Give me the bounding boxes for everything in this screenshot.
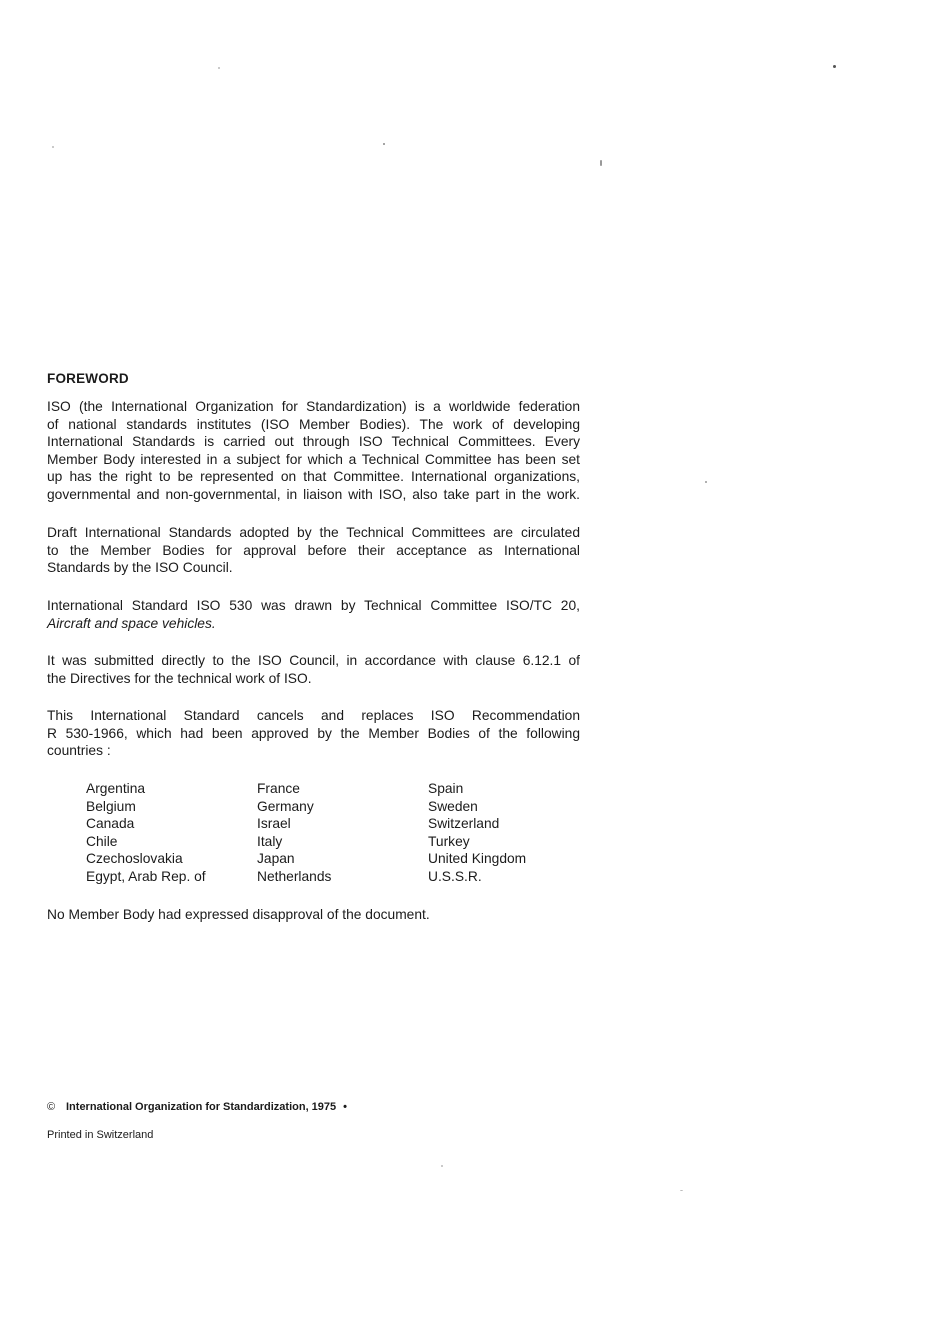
- paragraph-line: Draft International Standards adopted by the Technical Committees are circulated: [47, 525, 580, 540]
- scan-speck: [600, 160, 602, 166]
- paragraph-line: up has the right to be represented on that Committee. International organizations,: [47, 469, 580, 484]
- printed-in-note: Printed in Switzerland: [47, 1129, 154, 1141]
- paragraph-line: Member Body interested in a subject for which a Technical Committee has been set: [47, 451, 580, 467]
- country-name: Netherlands: [257, 868, 332, 884]
- country-name: Israel: [257, 816, 291, 831]
- countries-column-2: [257, 780, 331, 885]
- countries-column-3: [428, 780, 526, 885]
- country-name: Italy: [257, 833, 283, 849]
- closing-note: [47, 906, 580, 924]
- country-name: Canada: [86, 816, 135, 831]
- country-name: Switzerland: [428, 816, 500, 831]
- paragraph-line: of national standards institutes (ISO Member Bodies). The work of developing: [47, 416, 580, 432]
- committee-title: Aircraft and space vehicles.: [47, 615, 216, 631]
- countries-column-1: [86, 780, 206, 885]
- paragraph-line: This International Standard cancels and replaces ISO Recommendation: [47, 708, 580, 723]
- country-name: Czechoslovakia: [86, 851, 183, 866]
- country-name: Sweden: [428, 798, 478, 814]
- scan-speck: [441, 1165, 443, 1167]
- country-name: Spain: [428, 781, 464, 796]
- scan-speck: [833, 65, 836, 68]
- country-name: United Kingdom: [428, 851, 527, 866]
- paragraph-line: R 530-1966, which had been approved by the Member Bodies of the following: [47, 725, 580, 741]
- paragraph-line: ISO (the International Organization for Standardization) is a worldwide federation: [47, 399, 580, 414]
- country-name: Egypt, Arab Rep. of: [86, 868, 206, 884]
- scan-speck: [383, 143, 385, 145]
- country-name: Turkey: [428, 833, 470, 849]
- country-name: Argentina: [86, 781, 146, 796]
- scan-speck: [52, 146, 54, 148]
- paragraph-line: No Member Body had expressed disapproval of the document.: [47, 907, 430, 922]
- paragraph-line: countries :: [47, 743, 111, 758]
- paragraph-line: the Directives for the technical work of ISO.: [47, 670, 312, 686]
- foreword-heading: FOREWORD: [47, 371, 129, 386]
- foreword-paragraph-4: [47, 652, 580, 687]
- paragraph-line: governmental and non-governmental, in liaison with ISO, also take part in the work.: [47, 486, 580, 502]
- copyright-text: International Organization for Standardization, 1975: [66, 1101, 337, 1113]
- scan-speck: [705, 481, 707, 483]
- paragraph-line: Standards by the ISO Council.: [47, 560, 233, 575]
- foreword-paragraph-2: [47, 524, 580, 577]
- foreword-paragraph-3: [47, 597, 580, 632]
- country-name: Japan: [257, 851, 295, 866]
- foreword-paragraph-1: [47, 398, 580, 503]
- country-name: Chile: [86, 833, 118, 849]
- copyright-notice: [47, 1100, 347, 1114]
- copyright-symbol: ©: [47, 1101, 56, 1113]
- paragraph-line: It was submitted directly to the ISO Council, in accordance with clause 6.12.1 of: [47, 653, 580, 668]
- country-name: Belgium: [86, 798, 136, 814]
- country-name: France: [257, 781, 300, 796]
- scan-speck: [680, 1190, 683, 1191]
- copyright-bullet: •: [343, 1101, 348, 1113]
- paragraph-line: International Standards is carried out through ISO Technical Committees. Every: [47, 434, 580, 449]
- country-name: Germany: [257, 798, 314, 814]
- scan-speck: [218, 67, 220, 69]
- foreword-paragraph-5: [47, 707, 580, 760]
- paragraph-line: International Standard ISO 530 was drawn by Technical Committee ISO/TC 20,: [47, 598, 580, 613]
- paragraph-line: to the Member Bodies for approval before their acceptance as International: [47, 542, 580, 558]
- country-name: U.S.S.R.: [428, 868, 482, 884]
